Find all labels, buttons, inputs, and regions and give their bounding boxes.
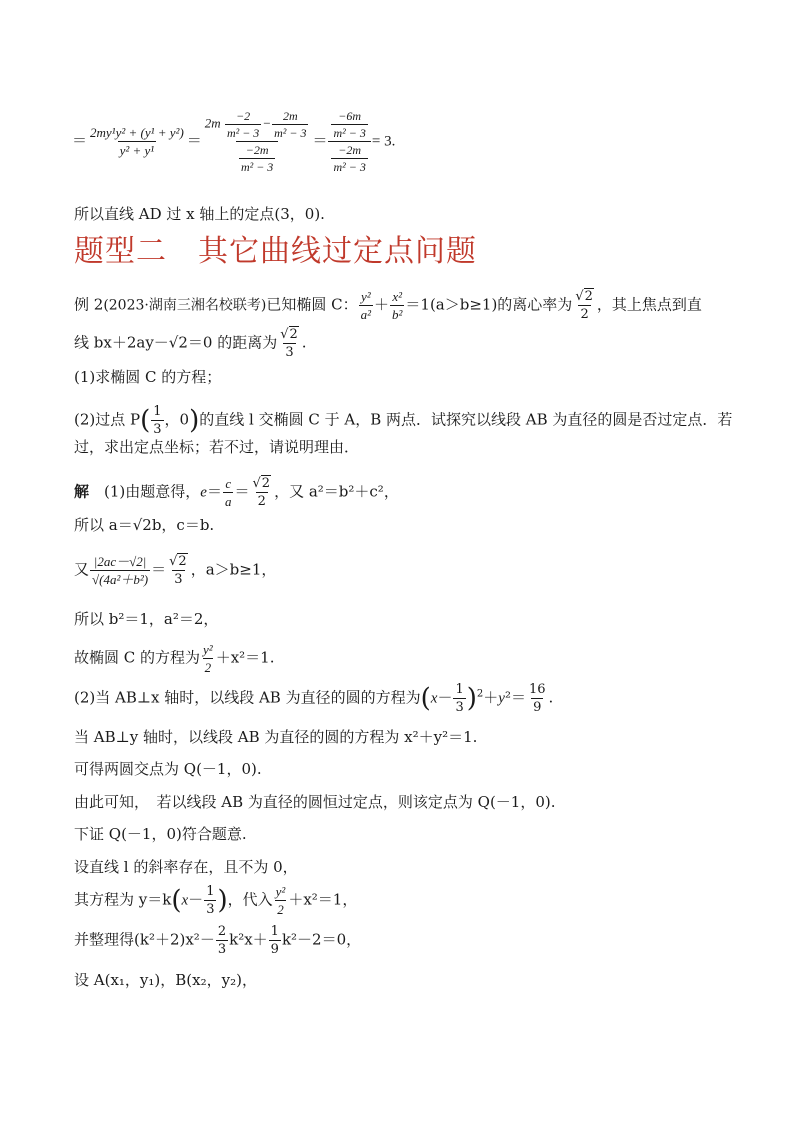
solution-line-7: 当 AB⊥y 轴时，以线段 AB 为直径的圆的方程为 x²＋y²＝1. (74, 728, 478, 746)
conclusion-line: 所以直线 AD 过 x 轴上的定点(3，0). (74, 205, 325, 223)
solution-line-8: 可得两圆交点为 Q(－1，0). (74, 760, 262, 778)
solution-line-3: 又 $\frac{|2ac-√2|}{\text{√(4a²＋b²)}}$ ＝ $\frac{√2}{3}$ ，a＞b≥1， (74, 554, 277, 587)
solution-line-14: 设 A(x₁，y₁)，B(x₂，y₂)， (74, 971, 257, 989)
question-2b: 过，求出定点坐标；若不过，请说明理由． (74, 438, 360, 456)
section-heading: 题型二 其它曲线过定点问题 (74, 234, 477, 269)
example-line-2: 线 bx＋2ay－√2＝0 的距离为 $\frac{√2}{3}$ . (74, 327, 307, 360)
solution-line-10: 下证 Q(－1，0)符合题意. (74, 825, 247, 843)
solution-line-11: 设直线 l 的斜率存在，且不为 0， (74, 858, 298, 876)
question-2a: (2)过点 P( $\frac{1}{3}$ ，0)的直线 l 交椭圆 C 于 A，B 两点．试探究以线段 AB 为直径的圆是否过定点．若 (74, 404, 733, 437)
fraction-1: $\frac{\text{2my¹y² + (y¹ + y²)}}{\text{y² + y¹}}$ (90, 125, 184, 158)
solution-line-9: 由此可知， 若以线段 AB 为直径的圆恒过定点，则该定点为 Q(－1，0). (74, 793, 556, 811)
solution-line-12: 其方程为 y＝k(x－ $\frac{1}{3}$ )，代入 $\frac{\text{y²}}{2}$ ＋x²＝1， (74, 884, 358, 917)
solution-line-5: 故椭圆 C 的方程为 $\frac{\text{y²}}{2}$ ＋x²＝1. (74, 642, 275, 675)
fraction-3: $\frac{\frac{-6m}{\text{m² − 3}}}{\frac{-2m}{\text{m² − 3}}}$ (328, 110, 370, 173)
solution-line-1: 解 (1)由题意得，e＝ $\frac{c}{a}$ ＝ $\frac{√2}{2}$ ，又 a²＝b²＋c²， (74, 476, 399, 509)
solution-line-4: 所以 b²＝1，a²＝2， (74, 610, 219, 628)
formula-top: ＝ $\frac{\text{2my¹y² + (y¹ + y²)}}{\text{y² + y¹}}$ ＝ 2m $\frac{-2}{\text{m² − 3}}$ − $\frac{2m}{\text{m² − 3}}$ $\frac{-2m}{\text{m² − 3}}$ ＝ $\frac{\frac{-6m}{\text{m² − 3}}}{\frac{-2m}{\text{m² − 3}}}$ = 3. (72, 109, 396, 174)
solution-line-13: 并整理得(k²＋2)x²－ $\frac{2}{3}$ k²x＋ $\frac{1}{9}$ k²－2＝0， (74, 924, 362, 957)
solution-line-2: 所以 a＝√2b，c＝b. (74, 516, 215, 534)
example-line-1: 例 2(2023·湖南三湘名校联考)已知椭圆 C： $\frac{\text{y²}}{\text{a²}}$ ＋ $\frac{\text{x²}}{\text{b²}}$ ＝1(a＞b≥1)的离心率为 $\frac{√2}{2}$ ，其上焦点到直 (74, 289, 702, 322)
fraction-2: 2m $\frac{-2}{\text{m² − 3}}$ − $\frac{2m}{\text{m² − 3}}$ $\frac{-2m}{\text{m² − 3}}$ (204, 109, 307, 174)
solution-line-6: (2)当 AB⊥x 轴时，以线段 AB 为直径的圆的方程为(x－ $\frac{1}{3}$ )$^2$＋y²＝ $\frac{16}{9}$ . (74, 682, 554, 715)
question-1: (1)求椭圆 C 的方程； (74, 368, 222, 386)
